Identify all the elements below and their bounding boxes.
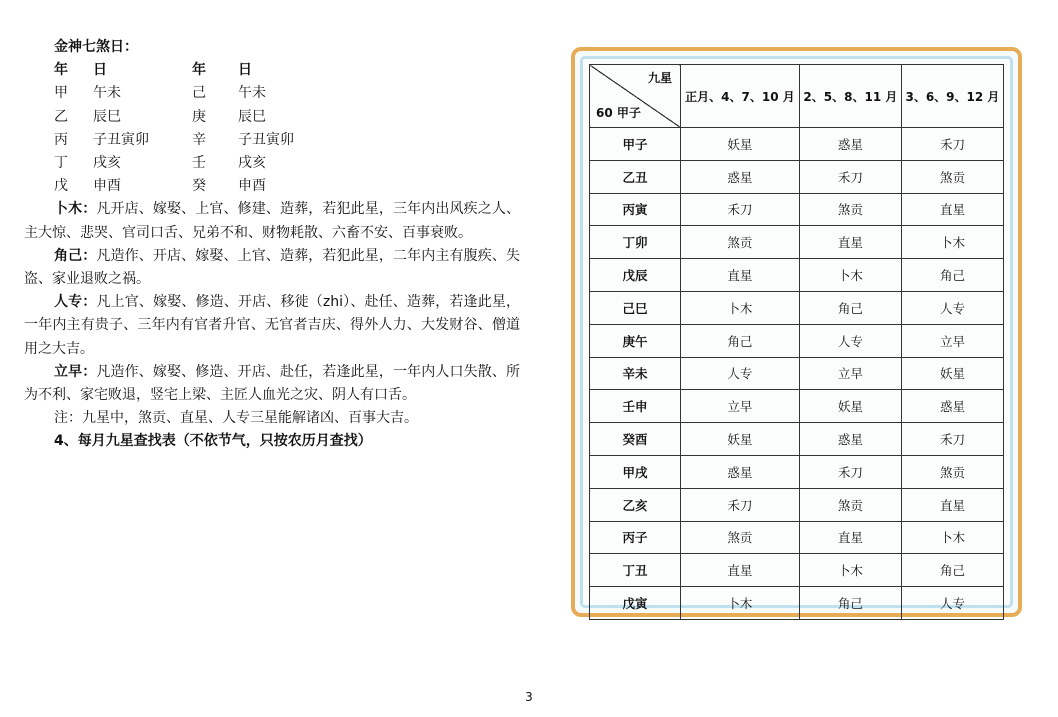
star-cell: 禾刀 <box>681 488 800 521</box>
star-cell: 禾刀 <box>901 423 1003 456</box>
table-row <box>590 357 1004 390</box>
table-row <box>590 488 1004 521</box>
table-row <box>590 259 1004 292</box>
ganzhi-row <box>54 175 520 198</box>
star-cell: 惑星 <box>681 455 800 488</box>
year-stem: 丁 <box>54 154 68 171</box>
star-cell: 妖星 <box>799 390 901 423</box>
section-title: 4、每月九星查找表（不依节气，只按农历月查找） <box>54 433 372 450</box>
table-row <box>590 587 1004 620</box>
star-cell: 角己 <box>799 291 901 324</box>
day-branches-2: 申酉 <box>238 178 266 195</box>
jiazi-cell: 甲子 <box>590 128 681 161</box>
year-stem: 乙 <box>54 108 68 125</box>
star-cell: 立早 <box>799 357 901 390</box>
jiazi-cell: 己巳 <box>590 291 681 324</box>
day-branches: 午未 <box>93 85 121 102</box>
year-stem: 戊 <box>54 178 68 195</box>
ganzhi-row <box>54 129 520 152</box>
star-cell: 煞贡 <box>799 193 901 226</box>
star-cell: 卜木 <box>681 291 800 324</box>
year-stem-2: 庚 <box>192 108 206 125</box>
table-row <box>590 521 1004 554</box>
jiazi-cell: 癸酉 <box>590 423 681 456</box>
star-cell: 直星 <box>901 193 1003 226</box>
month-header-2: 2、5、8、11 月 <box>799 65 901 128</box>
paragraph-lizao: 立早：凡造作、嫁娶、修造、开店、赴任，若逢此星，一年内人口失散、所为不利、家宅败退，竖宅上梁、主匠人血光之灾、阴人有口舌。 <box>24 363 520 403</box>
jiazi-cell: 丙子 <box>590 521 681 554</box>
star-cell: 煞贡 <box>901 455 1003 488</box>
jinshen-heading: 金神七煞日： <box>54 39 138 55</box>
table-header-row <box>590 65 1004 128</box>
year-stem: 丙 <box>54 131 68 148</box>
corner-top-label: 九星 <box>647 71 672 85</box>
star-cell: 立早 <box>901 324 1003 357</box>
star-cell: 人专 <box>681 357 800 390</box>
day-branches-2: 午未 <box>238 85 266 102</box>
nine-star-table <box>589 64 1004 620</box>
star-cell: 煞贡 <box>681 521 800 554</box>
star-cell: 惑星 <box>681 160 800 193</box>
star-cell: 直星 <box>681 554 800 587</box>
jiazi-cell: 乙亥 <box>590 488 681 521</box>
day-branches-2: 辰巳 <box>238 108 266 125</box>
star-cell: 直星 <box>681 259 800 292</box>
jiazi-cell: 庚午 <box>590 324 681 357</box>
star-cell: 人专 <box>901 587 1003 620</box>
jiazi-cell: 丙寅 <box>590 193 681 226</box>
table-row <box>590 291 1004 324</box>
star-cell: 妖星 <box>681 128 800 161</box>
star-cell: 禾刀 <box>799 160 901 193</box>
star-cell: 卜木 <box>901 226 1003 259</box>
star-cell: 禾刀 <box>681 193 800 226</box>
day-branches: 申酉 <box>93 178 121 195</box>
table-frame-inner <box>580 56 1013 612</box>
star-cell: 角己 <box>681 324 800 357</box>
col-header-day: 日 <box>93 62 107 79</box>
star-cell: 直星 <box>799 521 901 554</box>
star-cell: 惑星 <box>901 390 1003 423</box>
star-cell: 角己 <box>901 259 1003 292</box>
day-branches: 子丑寅卯 <box>93 131 149 148</box>
star-cell: 禾刀 <box>901 128 1003 161</box>
ganzhi-row <box>54 106 520 129</box>
month-header-3: 3、6、9、12 月 <box>901 65 1003 128</box>
star-cell: 人专 <box>799 324 901 357</box>
paragraph-bumu: 卜木：凡开店、嫁娶、上官、修建、造葬，若犯此星，三年内出风疾之人、主大惊、悲哭、官司口舌、兄弟不和、财物耗散、六畜不安、百事衰败。 <box>24 201 520 241</box>
star-cell: 直星 <box>901 488 1003 521</box>
star-cell: 角己 <box>901 554 1003 587</box>
month-header-1: 正月、4、7、10 月 <box>681 65 800 128</box>
star-cell: 角己 <box>799 587 901 620</box>
jiazi-cell: 乙丑 <box>590 160 681 193</box>
page-number: 3 <box>525 690 533 704</box>
jiazi-cell: 丁丑 <box>590 554 681 587</box>
ganzhi-list <box>24 59 520 198</box>
jiazi-cell: 甲戌 <box>590 455 681 488</box>
paragraph-renzhuan: 人专：凡上官、嫁娶、修造、开店、移徙（zhi）、赴任、造葬，若逢此星，一年内主有贵子、三年内有官者升官、无官者吉庆、得外人力、大发财谷、僧道用之大吉。 <box>24 294 520 357</box>
year-stem-2: 癸 <box>192 178 206 195</box>
col-header-year: 年 <box>54 62 68 79</box>
jiazi-cell: 戊辰 <box>590 259 681 292</box>
star-cell: 妖星 <box>681 423 800 456</box>
col-header-year-2: 年 <box>192 62 206 79</box>
table-row <box>590 554 1004 587</box>
star-cell: 妖星 <box>901 357 1003 390</box>
jiazi-cell: 丁卯 <box>590 226 681 259</box>
paragraph-jiaoji: 角己：凡造作、开店、嫁娶、上官、造葬，若犯此星，二年内主有腹疾、失盗、家业退败之祸。 <box>24 247 520 287</box>
star-cell: 禾刀 <box>799 455 901 488</box>
year-stem-2: 壬 <box>192 154 206 171</box>
col-header-day-2: 日 <box>238 62 252 79</box>
star-cell: 卜木 <box>799 554 901 587</box>
ganzhi-header-row <box>54 59 520 82</box>
year-stem-2: 己 <box>192 85 206 102</box>
table-frame <box>571 47 1022 617</box>
corner-bottom-label: 60 甲子 <box>596 106 641 120</box>
table-row <box>590 226 1004 259</box>
table-row <box>590 455 1004 488</box>
star-cell: 卜木 <box>901 521 1003 554</box>
star-cell: 惑星 <box>799 128 901 161</box>
year-stem-2: 辛 <box>192 131 206 148</box>
day-branches: 戌亥 <box>93 154 121 171</box>
table-row <box>590 390 1004 423</box>
corner-cell <box>590 65 681 128</box>
text-column <box>24 36 520 454</box>
day-branches-2: 子丑寅卯 <box>238 131 294 148</box>
ganzhi-row <box>54 82 520 105</box>
table-row <box>590 128 1004 161</box>
jiazi-cell: 戊寅 <box>590 587 681 620</box>
star-cell: 人专 <box>901 291 1003 324</box>
star-cell: 直星 <box>799 226 901 259</box>
table-row <box>590 423 1004 456</box>
note-text: 注：九星中，煞贡、直星、人专三星能解诸凶、百事大吉。 <box>54 410 418 427</box>
star-cell: 卜木 <box>681 587 800 620</box>
table-row <box>590 160 1004 193</box>
table-row <box>590 193 1004 226</box>
year-stem: 甲 <box>54 85 68 102</box>
jiazi-cell: 壬申 <box>590 390 681 423</box>
star-cell: 惑星 <box>799 423 901 456</box>
day-branches: 辰巳 <box>93 108 121 125</box>
star-cell: 煞贡 <box>681 226 800 259</box>
star-cell: 卜木 <box>799 259 901 292</box>
star-cell: 煞贡 <box>799 488 901 521</box>
table-row <box>590 324 1004 357</box>
star-cell: 煞贡 <box>901 160 1003 193</box>
jiazi-cell: 辛未 <box>590 357 681 390</box>
day-branches-2: 戌亥 <box>238 154 266 171</box>
star-cell: 立早 <box>681 390 800 423</box>
ganzhi-row <box>54 152 520 175</box>
